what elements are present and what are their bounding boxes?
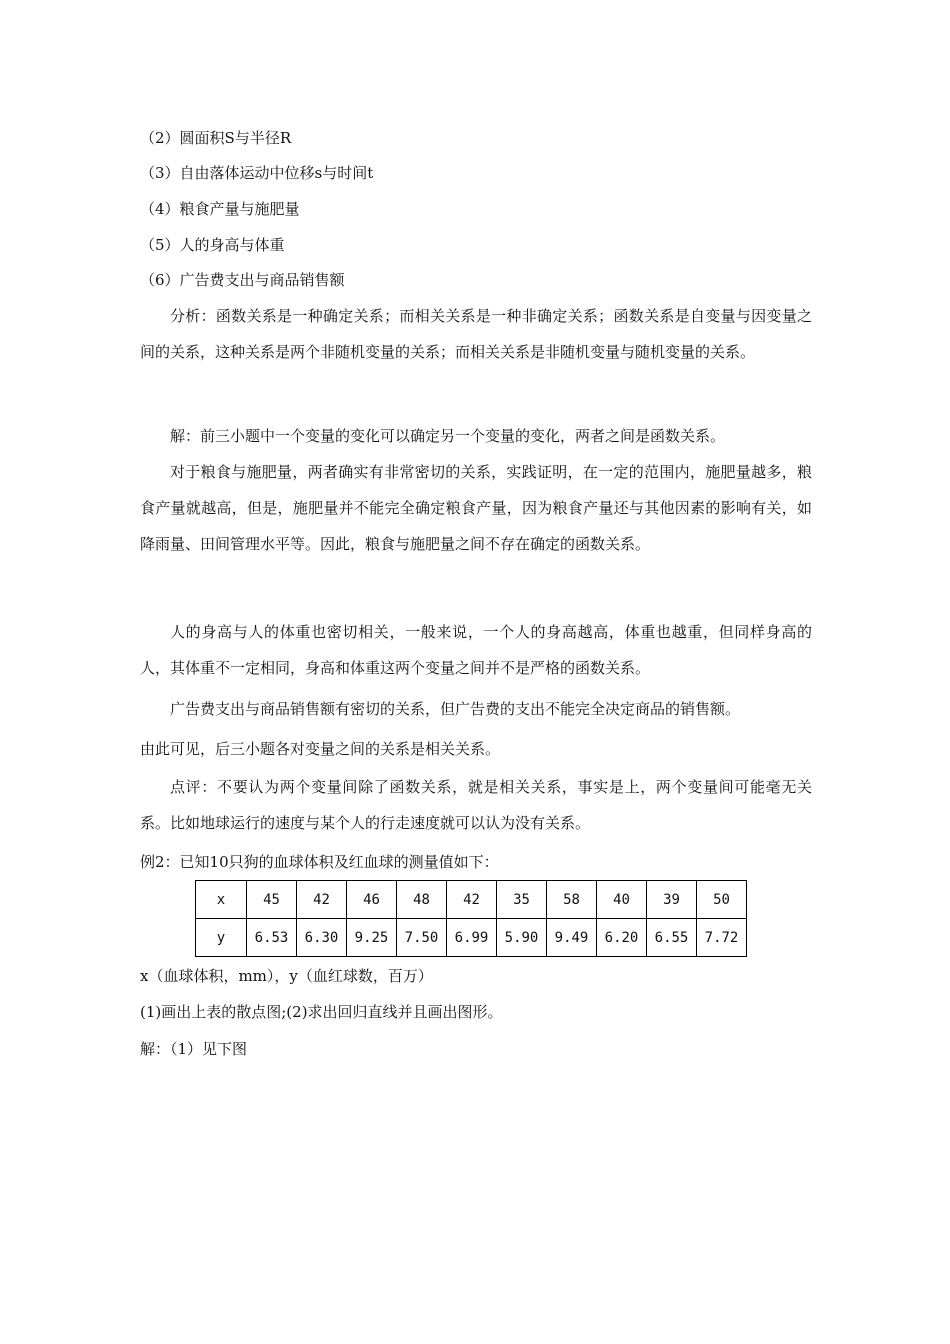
conclusion-paragraph: 由此可见，后三小题各对变量之间的关系是相关关系。: [140, 740, 501, 758]
x-value-cell: 58: [547, 881, 597, 919]
item-5: （5）人的身高与体重: [140, 236, 285, 254]
x-value-cell: 45: [247, 881, 297, 919]
y-value-cell: 6.53: [247, 919, 297, 957]
example-2-intro: 例2：已知10只狗的血球体积及红血球的测量值如下：: [140, 853, 499, 871]
advertising-paragraph: 广告费支出与商品销售额有密切的关系，但广告费的支出不能完全决定商品的销售额。: [170, 700, 741, 718]
item-3: （3）自由落体运动中位移s与时间t: [140, 164, 374, 182]
item-6: （6）广告费支出与商品销售额: [140, 271, 345, 289]
x-value-cell: 46: [347, 881, 397, 919]
x-value-cell: 42: [447, 881, 497, 919]
table-row-x: [196, 881, 747, 919]
x-value-cell: 50: [697, 881, 747, 919]
x-value-cell: 48: [397, 881, 447, 919]
y-value-cell: 6.99: [447, 919, 497, 957]
x-value-cell: 35: [497, 881, 547, 919]
y-value-cell: 6.30: [297, 919, 347, 957]
measurement-table: [195, 880, 747, 957]
x-value-cell: 42: [297, 881, 347, 919]
y-value-cell: 9.49: [547, 919, 597, 957]
analysis-paragraph: 分析：函数关系是一种确定关系；而相关关系是一种非确定关系；函数关系是自变量与因变量之间的关系，这种关系是两个非随机变量的关系；而相关关系是非随机变量与随机变量的关系。: [140, 307, 812, 361]
comment-paragraph: 点评：不要认为两个变量间除了函数关系，就是相关关系，事实是上，两个变量间可能毫无关系。比如地球运行的速度与某个人的行走速度就可以认为没有关系。: [140, 778, 812, 832]
x-value-cell: 40: [597, 881, 647, 919]
x-header-cell: x: [196, 881, 247, 919]
y-value-cell: 5.90: [497, 919, 547, 957]
y-value-cell: 6.55: [647, 919, 697, 957]
table-legend: x（血球体积，mm），y（血红球数，百万）: [140, 967, 433, 985]
height-weight-paragraph: 人的身高与人的体重也密切相关，一般来说，一个人的身高越高，体重也越重，但同样身高的人，其体重不一定相同，身高和体重这两个变量之间并不是严格的函数关系。: [140, 623, 812, 677]
y-value-cell: 7.50: [397, 919, 447, 957]
solution-paragraph: 解：前三小题中一个变量的变化可以确定另一个变量的变化，两者之间是函数关系。: [170, 427, 726, 445]
example-2-answer: 解：（1）见下图: [140, 1040, 248, 1058]
table-row-y: [196, 919, 747, 957]
x-value-cell: 39: [647, 881, 697, 919]
item-2: （2）圆面积S与半径R: [140, 129, 292, 147]
y-header-cell: y: [196, 919, 247, 957]
y-value-cell: 7.72: [697, 919, 747, 957]
grain-paragraph: 对于粮食与施肥量，两者确实有非常密切的关系，实践证明，在一定的范围内，施肥量越多，粮食产量就越高，但是，施肥量并不能完全确定粮食产量，因为粮食产量还与其他因素的影响有关，如降雨量、田间管理水平等。因此，粮食与施肥量之间不存在确定的函数关系。: [140, 463, 812, 553]
y-value-cell: 6.20: [597, 919, 647, 957]
y-value-cell: 9.25: [347, 919, 397, 957]
item-4: （4）粮食产量与施肥量: [140, 200, 300, 218]
example-2-questions: (1)画出上表的散点图;(2)求出回归直线并且画出图形。: [140, 1003, 503, 1021]
